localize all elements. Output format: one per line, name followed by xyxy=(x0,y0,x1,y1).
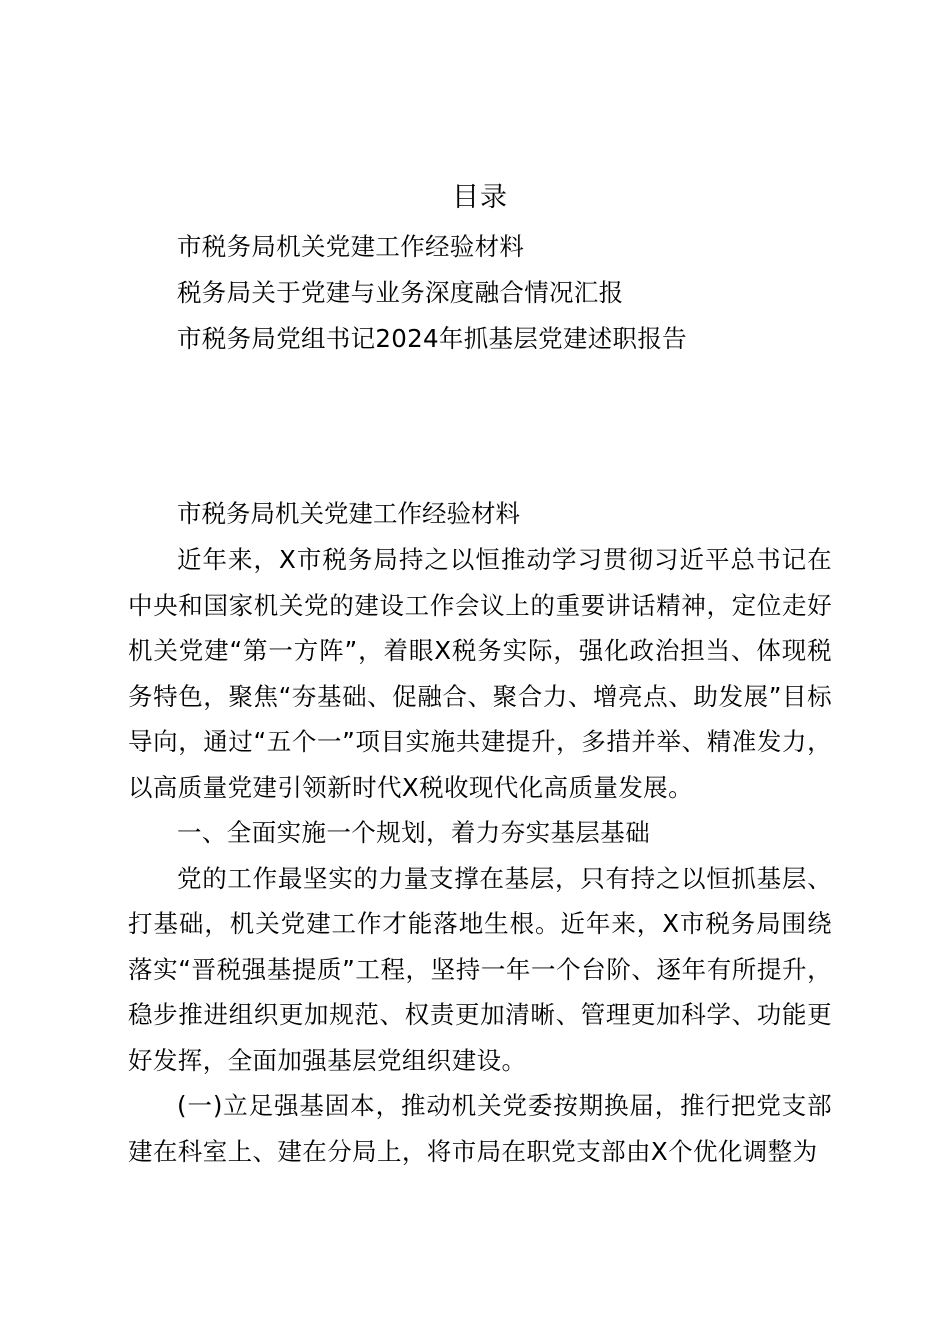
toc-list xyxy=(177,224,687,362)
body-paragraph: 党的工作最坚实的力量支撑在基层，只有持之以恒抓基层、打基础，机关党建工作才能落地生根。近年来，X市税务局围绕落实“晋税强基提质”工程，坚持一年一个台阶、逐年有所提升，稳步推进组织更加规范、权责更加清晰、管理更加科学、功能更好发挥，全面加强基层党组织建设。 xyxy=(128,863,832,1075)
intro-paragraph: 近年来，X市税务局持之以恒推动学习贯彻习近平总书记在中央和国家机关党的建设工作会议上的重要讲话精神，定位走好机关党建“第一方阵”，着眼X税务实际，强化政治担当、体现税务特色，聚焦“夯基础、促融合、聚合力、增亮点、助发展”目标导向，通过“五个一”项目实施共建提升，多措并举、精准发力，以高质量党建引领新时代X税收现代化高质量发展。 xyxy=(128,545,832,802)
toc-item[interactable]: 税务局关于党建与业务深度融合情况汇报 xyxy=(177,278,624,307)
toc-item[interactable]: 市税务局党组书记2024年抓基层党建述职报告 xyxy=(177,324,687,353)
body-paragraph: (一)立足强基固本，推动机关党委按期换届，推行把党支部建在科室上、建在分局上，将市局在职党支部由X个优化调整为 xyxy=(128,1091,832,1166)
toc-item[interactable]: 市税务局机关党建工作经验材料 xyxy=(177,232,525,261)
toc-title: 目录 xyxy=(452,182,508,213)
article-title: 市税务局机关党建工作经验材料 xyxy=(177,499,520,528)
article-body xyxy=(128,491,832,1174)
section-heading: 一、全面实施一个规划，着力夯实基层基础 xyxy=(177,818,651,847)
